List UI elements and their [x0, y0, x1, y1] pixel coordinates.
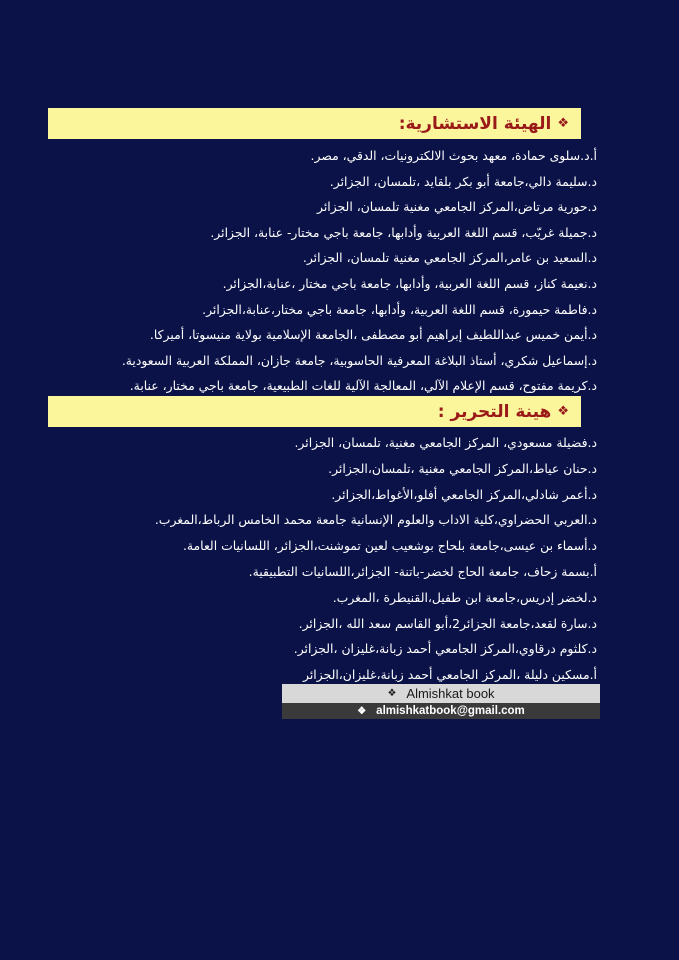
publisher-name-bar	[282, 684, 600, 703]
list-item: د.لخضر إدريس،جامعة ابن طفيل،القنيطرة ،المغرب.	[332, 589, 597, 605]
publisher-email-bar	[282, 703, 600, 719]
list-item: د.كلثوم درقاوي،المركز الجامعي أحمد زبانة،غليزان ،الجزائر.	[293, 641, 597, 657]
editorial-board-title: هينة التحرير :	[437, 401, 552, 422]
list-item: د.كريمة مفتوح، قسم الإعلام الآلي، المعالجة الآلية للغات الطبيعية، جامعة باجي مختار، عنابة.	[129, 378, 597, 394]
list-item: د.نعيمة كناز، قسم اللغة العربية، وأدابها، جامعة باجي مختار ،عنابة،الجزائر.	[222, 275, 597, 291]
list-item: د.حورية مرتاض،المركز الجامعي مغنية تلمسان، الجزائر	[316, 199, 597, 215]
list-item: د.أسماء بن عيسى،جامعة بلحاج بوشعيب لعين تموشنت،الجزائر، اللسانيات العامة.	[182, 538, 597, 554]
publisher-name: Almishkat book	[406, 686, 495, 701]
list-item: د.سليمة دالي،جامعة أبو بكر بلقايد ،تلمسان، الجزائر.	[329, 173, 597, 189]
list-item: د.السعيد بن عامر،المركز الجامعي مغنية تلمسان، الجزائر.	[302, 250, 597, 266]
list-item: أ.د.سلوى حمادة، معهد بحوث الالكترونيات، الدقي، مصر.	[310, 148, 597, 163]
list-item: د.فاطمة حيمورة، قسم اللغة العربية، وأدابها، جامعة باجي مختار،عنابة،الجزائر.	[202, 301, 597, 317]
diamond-bullet-icon: ❖	[387, 688, 397, 699]
editorial-board-list	[60, 430, 597, 688]
list-item: أ.مسكين دليلة ،المركز الجامعي أحمد زبانة،غليزان،الجزائر	[303, 667, 597, 683]
advisory-board-header	[48, 108, 581, 139]
advisory-board-list	[60, 143, 597, 399]
list-item: د.حنان عياط،المركز الجامعي مغنية ،تلمسان،الجزائر.	[328, 460, 597, 476]
list-item: د.أيمن خميس عبداللطيف إبراهيم أبو مصطفى ،الجامعة الإسلامية بولاية منيسوتا، أميركا.	[149, 327, 597, 343]
publisher-email[interactable]: almishkatbook@gmail.com	[376, 705, 525, 717]
list-item: د.العربي الحضراوي،كلية الاداب والعلوم الإنسانية جامعة محمد الخامس الرباط،المغرب.	[154, 512, 597, 528]
diamond-bullet-icon: ❖	[357, 705, 367, 717]
list-item: د.إسماعيل شكري، أستاذ البلاغة المعرفية الحاسوبية، جامعة جازان، المملكة العربية السعودية.	[121, 352, 597, 368]
list-item: د.سارة لقعد،جامعة الجزائر2،أبو القاسم سعد الله ،الجزائر.	[298, 615, 597, 631]
list-item: د.جميلة غريّب، قسم اللغة العربية وأدابها، جامعة باجي مختار- عنابة، الجزائر.	[210, 224, 597, 240]
list-item: أ.بسمة زحاف، جامعة الحاج لخضر-باتنة- الجزائر،اللسانيات التطبيقية.	[248, 563, 597, 579]
list-item: د.فضيلة مسعودي، المركز الجامعي مغنية، تلمسان، الجزائر.	[294, 435, 597, 450]
list-item: د.أعمر شادلي،المركز الجامعي أفلو،الأغواط،الجزائر.	[331, 486, 597, 502]
diamond-bullet-icon: ❖	[557, 116, 569, 131]
diamond-bullet-icon: ❖	[557, 404, 569, 419]
advisory-board-title: الهيئة الاستشارية:	[398, 113, 552, 134]
editorial-board-header	[48, 396, 581, 427]
